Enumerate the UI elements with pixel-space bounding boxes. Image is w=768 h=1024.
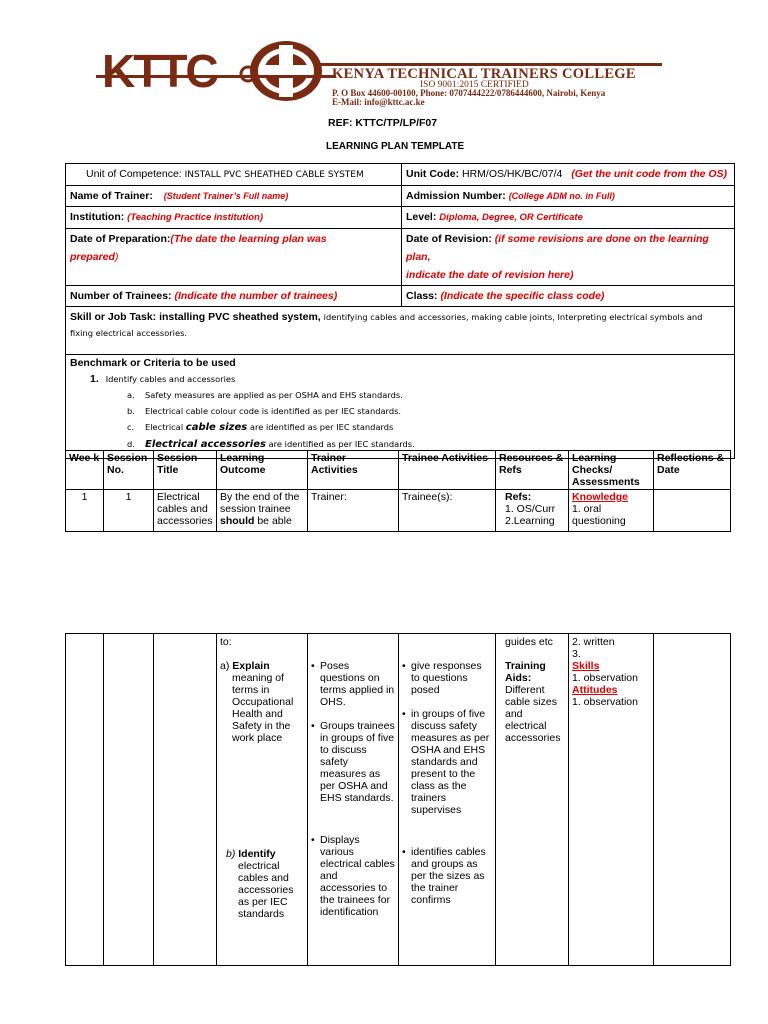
outcome-to: to: (220, 636, 232, 648)
trainee-activity: • identifies cables and groups as per the sizes as the trainer confirms (402, 846, 492, 906)
session-cell (104, 634, 154, 966)
table-row (66, 634, 731, 966)
benchmark-item (70, 371, 730, 387)
trainer-name-cell (66, 186, 402, 207)
date-of-revision-hint-2: indicate the date of revision here) (406, 269, 574, 281)
number-of-trainees-hint: (Indicate the number of trainees) (174, 290, 338, 302)
col-header-week: Wee k (66, 451, 104, 490)
benchmark-cell (66, 355, 735, 459)
benchmark-subitem: a. Safety measures are applied as per OSHA and EHS standards. (127, 390, 403, 400)
skill-job-task-text-2: fixing electrical accessories. (70, 328, 188, 338)
admission-number-hint: (College ADM no. in Full) (508, 191, 615, 201)
trainer-activities-cell: Trainer: (308, 490, 399, 532)
session-title-cell (154, 634, 217, 966)
unit-code-cell (402, 164, 735, 186)
date-of-revision-label: Date of Revision: (406, 233, 492, 245)
benchmark-item-number: 1. (90, 373, 99, 385)
training-aids-text: Different cable sizes and electrical accessories (505, 684, 561, 744)
unit-code-label: Unit Code: (406, 168, 460, 180)
reflections-cell (654, 634, 731, 966)
level-hint: Diploma, Degree, OR Certificate (439, 212, 583, 223)
date-of-preparation-label: Date of Preparation: (70, 233, 171, 245)
admission-number-cell (402, 186, 735, 207)
college-name: KENYA TECHNICAL TRAINERS COLLEGE (332, 66, 636, 82)
number-of-trainees-label: Number of Trainees: (70, 290, 172, 302)
logo-text: KTTC (102, 45, 217, 97)
learning-checks-cell: 2. written 3. Skills 1. observation Attitudes 1. observation (569, 634, 654, 966)
col-header-trainer-activities: Trainer Activities (308, 451, 399, 490)
trainer-activity: • Displays various electrical cables and accessories to the trainees for identification (311, 834, 395, 918)
outcome-a: a) Explain meaning of terms in Occupational Health and Safety in the work place (220, 660, 294, 744)
trainer-activities-cell (308, 634, 399, 966)
institution-cell (66, 207, 402, 229)
trainee-activities-cell (399, 634, 496, 966)
college-logo (96, 40, 336, 102)
unit-of-competence-cell (66, 164, 402, 186)
skills-label: Skills (572, 660, 600, 672)
iso-certification: ISO 9001:2015 CERTIFIED (420, 80, 529, 90)
date-of-preparation-hint-3: ) (114, 251, 119, 263)
col-header-resources: Resources & Refs (496, 451, 569, 490)
col-header-learning-outcome: Learning Outcome (217, 451, 308, 490)
level-label: Level: (406, 211, 437, 223)
outcome-b: b) Identify electrical cables and accessories as per IEC standards (226, 848, 294, 920)
attitudes-label: Attitudes (572, 684, 618, 696)
trainer-activity: • Poses questions on terms applied in OHS. (311, 660, 395, 708)
resources-cell: Refs: 1. OS/Curr 2.Learning (496, 490, 569, 532)
col-header-session-no: Session No. (104, 451, 154, 490)
col-header-trainee-activities: Trainee Activities (399, 451, 496, 490)
skill-job-task-label: Skill or Job Task: (70, 311, 157, 323)
benchmark-subitem: b. Electrical cable colour code is identified as per IEC standards. (127, 406, 402, 416)
benchmark-subitem: c. Electrical cable sizes are identified as per IEC standards (127, 422, 394, 433)
institution-label: Institution: (70, 211, 125, 223)
learning-plan-table (65, 450, 731, 532)
institution-hint: (Teaching Practice institution) (127, 212, 263, 223)
unit-info-table (65, 163, 735, 459)
col-header-learning-checks: Learning Checks/ Assessments (569, 451, 654, 490)
skill-job-task-text: identifying cables and accessories, making cable joints, Interpreting electrical symbols and (323, 312, 703, 322)
table-row (66, 490, 731, 532)
trainee-activity: • give responses to questions posed (402, 660, 492, 696)
resources-guides: guides etc (505, 636, 553, 648)
benchmark-item-text: Identify cables and accessories (105, 374, 236, 384)
skill-job-task-cell (66, 307, 735, 355)
date-of-revision-hint: (if some revisions are done on the learning plan, (406, 233, 709, 263)
col-header-session-title: Session Title (154, 451, 217, 490)
learning-outcome-cell: By the end of the session trainee should be able (217, 490, 308, 532)
trainee-activities-cell: Trainee(s): (399, 490, 496, 532)
document-ref: REF: KTTC/TP/LP/F07 (328, 117, 438, 129)
benchmark-subitems (70, 387, 730, 453)
trainer-name-hint: (Student Trainer’s Full name) (163, 191, 289, 201)
session-cell: 1 (104, 490, 154, 532)
learning-outcome-cell (217, 634, 308, 966)
week-cell (66, 634, 104, 966)
admission-number-label: Admission Number: (406, 190, 506, 202)
week-cell: 1 (66, 490, 104, 532)
col-header-reflections: Reflections & Date (654, 451, 731, 490)
reflections-cell (654, 490, 731, 532)
resources-cell (496, 634, 569, 966)
class-label: Class: (406, 290, 438, 302)
unit-value: INSTALL PVC SHEATHED CABLE SYSTEM (184, 170, 364, 180)
date-of-revision-cell (402, 229, 735, 286)
document-title: LEARNING PLAN TEMPLATE (326, 141, 465, 152)
level-cell (402, 207, 735, 229)
date-of-preparation-hint-2: prepared (70, 251, 115, 263)
trainer-activity: • Groups trainees in groups of five to discuss safety measures as per OSHA and EHS standards. (311, 720, 395, 804)
college-address: P. O Box 44600-00100, Phone: 0707444222/0786444600, Nairobi, Kenya (332, 88, 606, 98)
class-cell (402, 286, 735, 307)
class-hint: (Indicate the specific class code) (440, 290, 605, 302)
benchmark-subitem: d. Electrical accessories are identified as per IEC standards. (127, 439, 415, 450)
session-title-cell: Electrical cables and accessories (154, 490, 217, 532)
unit-code-hint: (Get the unit code from the OS) (571, 168, 728, 180)
trainer-name-label: Name of Trainer: (70, 190, 153, 202)
skill-job-task-bold: installing PVC sheathed system, (159, 311, 321, 323)
number-of-trainees-cell (66, 286, 402, 307)
unit-code-value: HRM/OS/HK/BC/07/4 (462, 168, 563, 180)
unit-label: Unit of Competence: (86, 168, 182, 180)
trainee-activity: • in groups of five discuss safety measures as per OSHA and EHS standards and present to the class as the trainers supervises (402, 708, 492, 816)
training-aids-label: Training Aids: (505, 660, 546, 684)
date-of-preparation-cell (66, 229, 402, 286)
learning-plan-continuation-table (65, 633, 731, 966)
date-of-preparation-hint: (The date the learning plan was (170, 233, 327, 245)
learning-checks-cell: Knowledge 1. oral questioning (569, 490, 654, 532)
college-email: E-Mail: info@kttc.ac.ke (332, 97, 425, 107)
benchmark-label: Benchmark or Criteria to be used (70, 357, 236, 369)
